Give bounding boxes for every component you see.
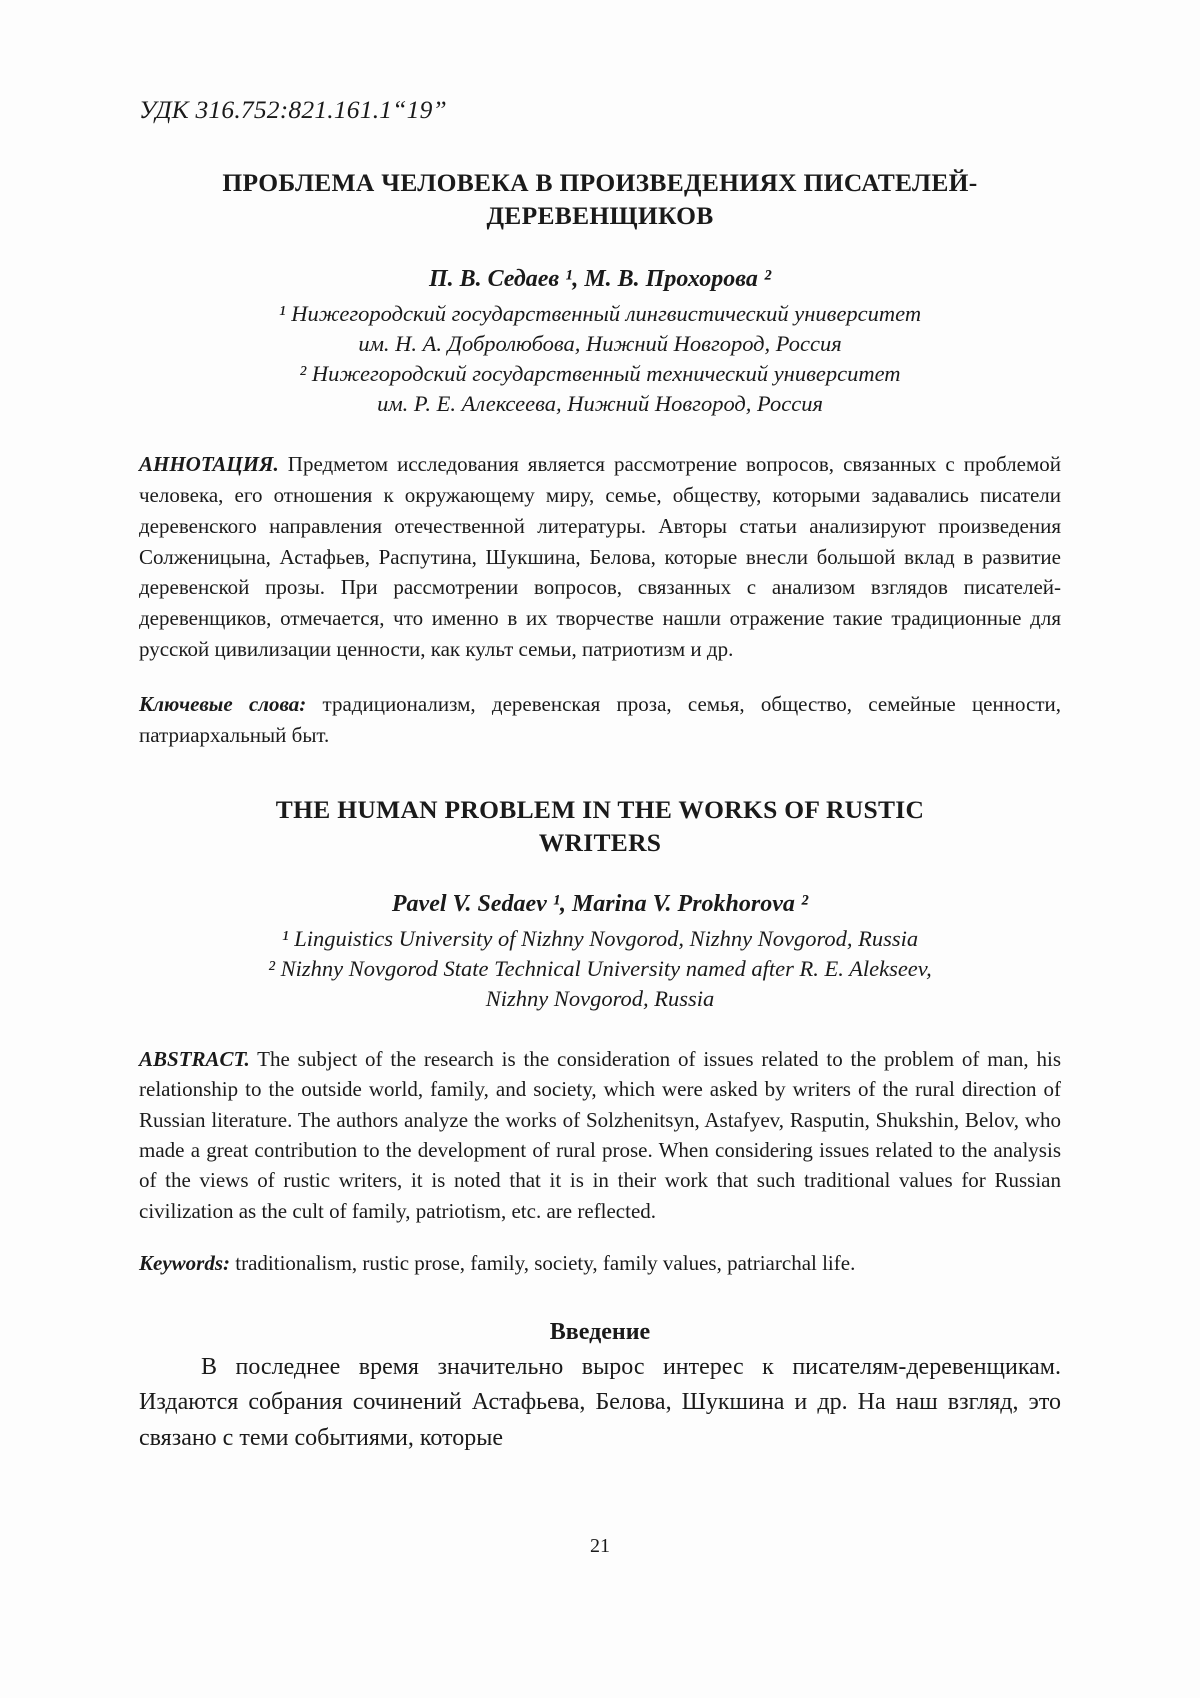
abstract-en-label: ABSTRACT. xyxy=(139,1046,250,1071)
affiliations-en xyxy=(139,924,1061,1014)
udk-code: УДК 316.752:821.161.1“19” xyxy=(139,95,447,124)
introduction-paragraph: В последнее время значительно вырос интерес к писателям-деревенщикам. Издаются собрания сочинений Астафьева, Белова, Шукшина и др. На наш взгляд, это связано с теми событиями, которые xyxy=(139,1353,1061,1451)
affiliation-en-line-1: ¹ Linguistics University of Nizhny Novgorod, Nizhny Novgorod, Russia xyxy=(281,925,919,951)
abstract-ru-text: Предметом исследования является рассмотрение вопросов, связанных с проблемой человека, его отношения к окружающему миру, семье, обществу, которыми задавались писатели деревенского направления отечественной литературы. Авторы статьи анализируют произведения Солженицына, Астафьев, Распутина, Шукшина, Белова, которые внесли большой вклад в развитие деревенской прозы. При рассмотрении вопросов, связанных с анализом взглядов писателей-деревенщиков, отмечается, что именно в их творчестве нашли отражение такие традиционные для русской цивилизации ценности, как культ семьи, патриотизм и др. xyxy=(139,451,1061,662)
affiliations-ru xyxy=(139,299,1061,419)
authors-ru: П. В. Седаев ¹, М. В. Прохорова ² xyxy=(428,266,772,293)
affiliation-en-line-2: ² Nizhny Novgorod State Technical University named after R. E. Alekseev, xyxy=(268,955,932,981)
affiliation-ru-line-3: ² Нижегородский государственный технический университет xyxy=(299,361,901,387)
page-title-ru: ПРОБЛЕМА ЧЕЛОВЕКА В ПРОИЗВЕДЕНИЯХ ПИСАТЕЛЕЙ-ДЕРЕВЕНЩИКОВ xyxy=(222,168,978,230)
keywords-ru xyxy=(139,689,1061,751)
section-heading-introduction: Введение xyxy=(549,1318,651,1345)
keywords-en xyxy=(139,1248,1061,1278)
page-number: 21 xyxy=(590,1535,610,1557)
keywords-en-text: traditionalism, rustic prose, family, society, family values, patriarchal life. xyxy=(230,1251,856,1276)
keywords-en-label: Keywords: xyxy=(139,1251,230,1276)
abstract-ru-label: АННОТАЦИЯ. xyxy=(139,451,279,476)
abstract-en-text: The subject of the research is the consideration of issues related to the problem of man, his relationship to the outside world, family, and society, which were asked by writers of the rural direction of Russian literature. The authors analyze the works of Solzhenitsyn, Astafyev, Rasputin, Shukshin, Belov, who made a great contribution to the development of rural prose. When considering issues related to the analysis of the views of rustic writers, it is noted that it is in their work that such traditional values for Russian civilization as the cult of family, patriotism, etc. are reflected. xyxy=(139,1046,1061,1223)
article-content xyxy=(139,95,1061,1456)
authors-en: Pavel V. Sedaev ¹, Marina V. Prokhorova ² xyxy=(391,890,809,917)
abstract-ru xyxy=(139,449,1061,665)
keywords-ru-label: Ключевые слова: xyxy=(139,691,307,716)
keywords-ru-text: традиционализм, деревенская проза, семья, общество, семейные ценности, патриархальный быт. xyxy=(139,691,1061,747)
affiliation-ru-line-2: им. Н. А. Добролюбова, Нижний Новгород, Россия xyxy=(358,331,842,357)
affiliation-en-line-3: Nizhny Novgorod, Russia xyxy=(485,985,715,1011)
abstract-en xyxy=(139,1044,1061,1227)
page-title-en: THE HUMAN PROBLEM IN THE WORKS OF RUSTIC WRITERS xyxy=(275,794,925,857)
affiliation-ru-line-1: ¹ Нижегородский государственный лингвистический университет xyxy=(278,301,922,327)
affiliation-ru-line-4: им. Р. Е. Алексеева, Нижний Новгород, Россия xyxy=(377,391,823,417)
